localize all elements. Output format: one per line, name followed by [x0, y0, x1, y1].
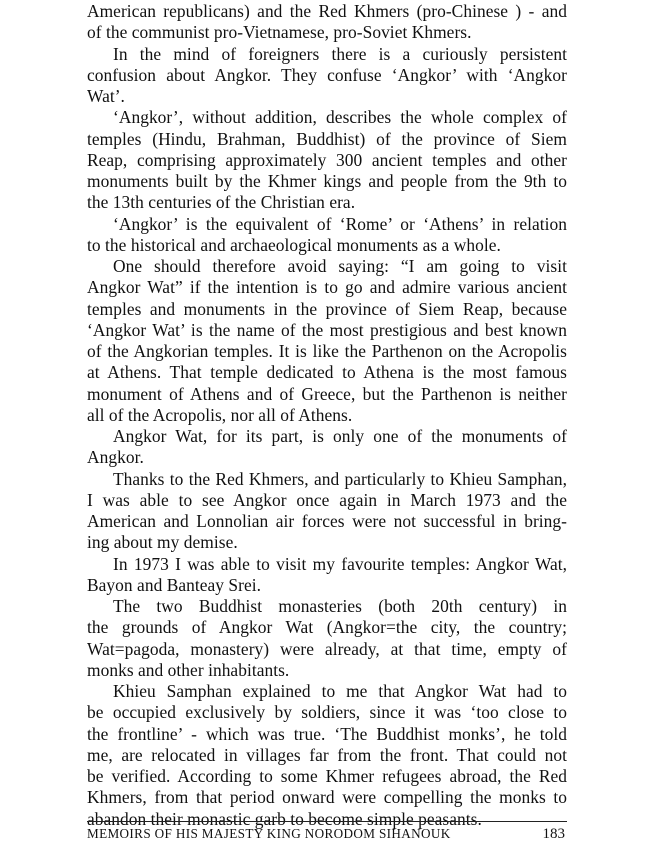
- text-line: monks and other inhabitants.: [87, 659, 290, 680]
- text-line: Reap, comprising approximately 300 ancient temples and other: [87, 149, 567, 170]
- text-line: ‘Angkor Wat’ is the name of the most prestigious and best known: [87, 319, 567, 340]
- text-line: of the communist pro-Vietnamese, pro-Soviet Khmers.: [87, 22, 472, 43]
- text-line: ‘Angkor’ is the equivalent of ‘Rome’ or ‘Athens’ in relation: [113, 213, 567, 234]
- text-line: me, are relocated in villages far from the front. That could not: [87, 744, 567, 765]
- text-line: monuments built by the Khmer kings and people from the 9th to: [87, 171, 567, 191]
- text-line: the grounds of Angkor Wat (Angkor=the city, the country;: [87, 617, 567, 638]
- text-line: to the historical and archaeological monuments as a whole.: [87, 234, 501, 255]
- footer-rule: [87, 821, 567, 822]
- text-line: monument of Athens and of Greece, but the Parthenon is neither: [87, 383, 567, 404]
- text-line: temples (Hindu, Brahman, Buddhist) of the province of Siem: [87, 128, 567, 149]
- text-line: confusion about Angkor. They confuse ‘Angkor’ with ‘Angkor: [87, 64, 567, 85]
- text-line: Thanks to the Red Khmers, and particularly to Khieu Samphan,: [113, 468, 567, 489]
- text-line: be verified. According to some Khmer refugees abroad, the Red: [87, 766, 567, 786]
- text-line: I was able to see Angkor once again in March 1973 and the: [87, 489, 567, 510]
- text-line: Angkor Wat” if the intention is to go and admire various ancient: [87, 277, 567, 298]
- book-page: [87, 0, 567, 851]
- text-line: at Athens. That temple dedicated to Athena is the most famous: [87, 362, 567, 383]
- page-number: 183: [542, 826, 565, 842]
- text-line: Angkor Wat, for its part, is only one of the monuments of: [113, 426, 567, 446]
- text-line: temples and monuments in the province of Siem Reap, because: [87, 298, 567, 319]
- text-line: the 13th centuries of the Christian era.: [87, 192, 356, 213]
- text-line: of the Angkorian temples. It is like the Parthenon on the Acropolis: [87, 341, 567, 361]
- text-line: In the mind of foreigners there is a curiously persistent: [113, 43, 567, 64]
- text-line: Wat=pagoda, monastery) were already, at that time, empty of: [87, 638, 567, 659]
- text-line: In 1973 I was able to visit my favourite temples: Angkor Wat,: [113, 553, 567, 574]
- text-line: Khmers, from that period onward were compelling the monks to: [87, 787, 567, 808]
- running-footer: [87, 823, 567, 845]
- text-line: Wat’.: [87, 86, 125, 106]
- body-text: [87, 0, 567, 830]
- text-line: Khieu Samphan explained to me that Angkor Wat had to: [113, 681, 567, 701]
- text-line: Angkor.: [87, 447, 144, 468]
- text-line: all of the Acropolis, nor all of Athens.: [87, 404, 353, 425]
- text-line: ing about my demise.: [87, 532, 238, 553]
- text-line: Bayon and Banteay Srei.: [87, 574, 262, 595]
- text-line: The two Buddhist monasteries (both 20th century) in: [113, 596, 567, 616]
- text-line: the frontline’ - which was true. ‘The Buddhist monks’, he told: [87, 723, 567, 744]
- text-line: ‘Angkor’, without addition, describes the whole complex of: [113, 107, 567, 128]
- text-line: abandon their monastic garb to become simple peasants.: [87, 808, 482, 829]
- text-line: American and Lonnolian air forces were not successful in bring-: [87, 511, 567, 531]
- text-line: One should therefore avoid saying: “I am going to visit: [113, 256, 567, 276]
- text-line: American republicans) and the Red Khmers (pro-Chinese ) - and: [87, 1, 567, 21]
- text-line: be occupied exclusively by soldiers, since it was ‘too close to: [87, 702, 567, 723]
- footer-book-title: MEMOIRS OF HIS MAJESTY KING NORODOM SIHANOUK: [87, 826, 451, 841]
